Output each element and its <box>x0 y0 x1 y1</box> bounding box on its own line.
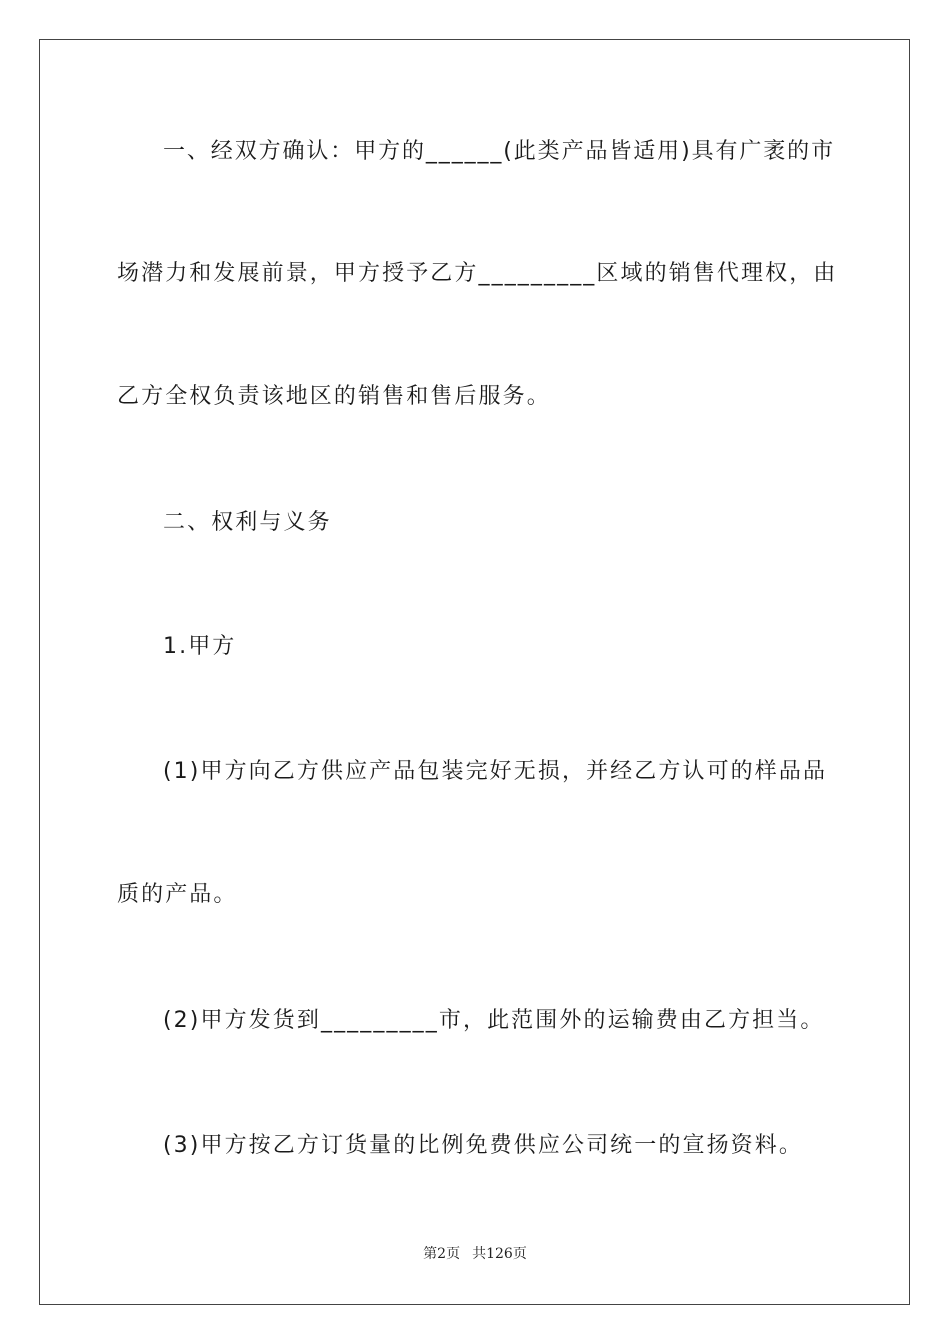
item-2: (2)甲方发货到_________市，此范围外的运输费由乙方担当。 <box>163 1008 825 1033</box>
clause-1-line-2: 场潜力和发展前景，甲方授予乙方_________区域的销售代理权，由 <box>117 261 838 286</box>
section-heading-rights: 二、权利与义务 <box>163 510 332 535</box>
current-page-label: 第2页 <box>423 1246 461 1262</box>
page-border <box>39 39 910 1305</box>
item-1-line-2: 质的产品。 <box>117 882 238 907</box>
page-footer <box>0 1245 950 1263</box>
item-3: (3)甲方按乙方订货量的比例免费供应公司统一的宣扬资料。 <box>163 1133 803 1158</box>
clause-1-line-3: 乙方全权负责该地区的销售和售后服务。 <box>117 384 551 409</box>
clause-1-line-1: 一、经双方确认：甲方的______(此类产品皆适用)具有广袤的市 <box>163 139 835 164</box>
item-1-line-1: (1)甲方向乙方供应产品包装完好无损，并经乙方认可的样品品 <box>163 759 828 784</box>
total-pages-label: 共126页 <box>472 1246 527 1262</box>
subsection-party-a: 1.甲方 <box>163 634 237 659</box>
